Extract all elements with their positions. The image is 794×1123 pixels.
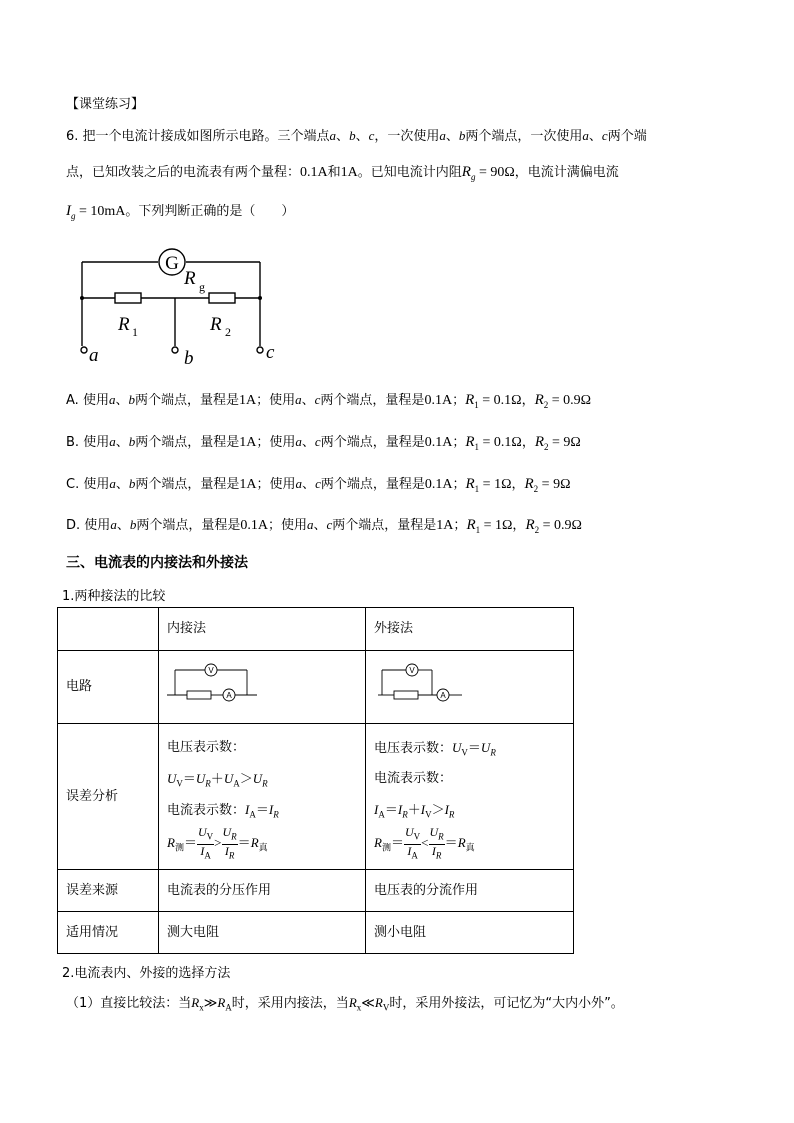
r1-symbol: $R_1$ [465, 434, 480, 452]
option-text: ， [521, 393, 535, 408]
r1-subscript: 1 [132, 325, 138, 339]
direct-comparison-paragraph: （1）直接比较法：当$R_x≫R_A$时，采用内接法，当$R_x≪R_V$时，采用外接法，可记忆为“大内小外”。 [66, 995, 624, 1013]
q6-text: 两个端 [607, 129, 647, 144]
option-text: ； [453, 518, 467, 533]
point-b: b [128, 392, 135, 407]
option-d[interactable]: D. 使用a、b两个端点，量程是0.1A；使用a、c两个端点，量程是1A；$R_1 = 1\Omega$，$R_2 = 0.9\Omega$ [66, 517, 582, 535]
r2-label: R [210, 314, 222, 335]
paragraph-text: 时，采用外接法，可记忆为“大内小外”。 [389, 996, 624, 1011]
table-row [58, 724, 574, 870]
point-a: a [295, 434, 302, 449]
q6-text: 6. 把一个电流计接成如图所示电路。三个端点 [66, 129, 330, 144]
ammeter-symbol: A [440, 691, 446, 700]
option-text: 使用 [82, 393, 109, 408]
option-text: ； [452, 477, 466, 492]
r2-symbol: $R_2$ [524, 476, 539, 494]
r1-label: R [118, 314, 130, 335]
option-text: 两个端点，量程是 [135, 435, 240, 450]
point-c: c [326, 517, 333, 532]
option-text: 两个端点，量程是 [332, 518, 437, 533]
r2-value: 9Ω [563, 435, 581, 450]
subscript-measured: 测 [381, 842, 391, 853]
option-sep: 、 [301, 393, 315, 408]
table-row [58, 608, 574, 651]
option-letter: A. [66, 393, 79, 408]
table-cell [58, 608, 159, 651]
point-c: c [601, 128, 608, 143]
option-text: ；使用 [256, 393, 296, 408]
outer-r-formula: $R_测=$ $\frac{U_V}{I_A}$ < $\frac{U_R}{I_R}$ $=R_真$ [374, 825, 475, 860]
option-a[interactable]: A. 使用a、b两个端点，量程是1A；使用a、c两个端点，量程是0.1A；$R_1 = 0.1\Omega$，$R_2 = 0.9\Omega$ [66, 392, 592, 410]
option-sep: 、 [116, 518, 130, 533]
r2-value: 0.9Ω [554, 518, 582, 533]
q6-sep: 、 [355, 129, 369, 144]
ac-range: 0.1A [424, 393, 453, 408]
ig-value: 10mA [90, 204, 126, 219]
col-inner-header: 内接法 [159, 608, 366, 651]
option-sep: 、 [115, 393, 129, 408]
r1-value: 1Ω [495, 518, 513, 533]
subscript-true: 真 [258, 842, 268, 853]
ab-range: 1A [239, 477, 257, 492]
q6-text: 。已知电流计内阻 [357, 165, 462, 180]
r2-value: 0.9Ω [563, 393, 592, 408]
q6-sep: 、 [588, 129, 602, 144]
point-a: a [295, 392, 302, 407]
option-c[interactable]: C. 使用a、b两个端点，量程是1A；使用a、c两个端点，量程是0.1A；$R_1 = 1\Omega$，$R_2 = 9\Omega$ [66, 476, 571, 494]
question-6-line-2: 点，已知改装之后的电流表有两个量程：0.1A和1A。已知电流计内阻$R_g = 90\Omega$，电流计满偏电流 [66, 164, 619, 182]
point-a: a [109, 434, 116, 449]
question-6-line-1 [66, 125, 647, 144]
outer-a-formula: $I_A=I_R+I_V>I_R$ [374, 802, 455, 820]
option-text: ， [512, 518, 526, 533]
option-letter: D. [66, 518, 81, 533]
table-row [58, 651, 574, 724]
rg-symbol: $R_g$ [461, 164, 476, 182]
outer-circuit-diagram [374, 662, 464, 704]
point-b: b [349, 128, 356, 143]
inner-r-formula: $R_测=$ $\frac{U_V}{I_A}$ > $\frac{U_R}{I_R}$ $=R_真$ [167, 825, 268, 860]
point-c: c [368, 128, 375, 143]
ac-range: 0.1A [424, 477, 453, 492]
r1-value: 0.1Ω [493, 435, 522, 450]
option-sep: 、 [115, 477, 129, 492]
point-b: b [128, 476, 136, 491]
option-letter: B. [66, 435, 80, 450]
table-row [58, 912, 574, 954]
galvanometer-label: G [165, 253, 179, 274]
comparison-table [57, 607, 574, 954]
inner-use: 测大电阻 [159, 912, 366, 954]
option-text: 两个端点，量程是 [320, 477, 425, 492]
section-3-sub1: 1.两种接法的比较 [62, 589, 166, 604]
inner-v-formula: $U_V=U_R+U_A>U_R$ [167, 771, 268, 789]
r1-symbol: $R_1$ [465, 392, 479, 410]
ac-range: 0.1A [424, 435, 453, 450]
outer-a-reading: 电流表示数： [374, 771, 453, 786]
row-circuit-label: 电路 [58, 651, 159, 724]
point-b: b [129, 517, 137, 532]
q6-text: 。下列判断正确的是（ ） [125, 204, 295, 219]
q6-text: 点，已知改装之后的电流表有两个量程： [66, 165, 301, 180]
option-text: 两个端点，量程是 [134, 393, 239, 408]
point-a: a [110, 517, 117, 532]
r1-symbol: $R_1$ [465, 476, 480, 494]
outer-use: 测小电阻 [366, 912, 574, 954]
point-a: a [329, 128, 337, 143]
inner-a-reading: 电流表示数：$I_A=I_R$ [167, 802, 279, 820]
inner-circuit-cell [159, 651, 366, 724]
range-value: 1A [340, 165, 358, 180]
option-sep: 、 [302, 477, 316, 492]
ammeter-symbol: A [226, 691, 232, 700]
point-a: a [439, 128, 446, 143]
r2-value: 9Ω [553, 477, 571, 492]
r2-symbol: $R_2$ [534, 392, 549, 410]
range-value: 0.1A [300, 165, 328, 180]
ig-symbol: $I_g$ [66, 203, 76, 221]
subscript-true: 真 [465, 842, 475, 853]
outer-source: 电压表的分流作用 [366, 870, 574, 912]
paragraph-text: 时，采用内接法，当 [231, 996, 349, 1011]
point-a: a [109, 476, 116, 491]
option-text: ， [521, 435, 535, 450]
inner-error-cell [159, 724, 366, 870]
outer-v-reading-label: 电压表示数： [374, 741, 453, 756]
point-a: a [295, 476, 303, 491]
inner-v-reading: 电压表示数： [167, 740, 246, 755]
practice-heading: 【课堂练习】 [66, 97, 145, 112]
option-text: 两个端点，量程是 [136, 518, 241, 533]
point-c: c [314, 434, 321, 449]
point-c: c [315, 476, 321, 491]
r2-symbol: $R_2$ [534, 434, 549, 452]
outer-circuit-cell [366, 651, 574, 724]
question-6-line-3: $I_g = 10mA$。下列判断正确的是（ ） [66, 203, 295, 221]
option-text: 使用 [83, 477, 110, 492]
option-text: 使用 [83, 435, 110, 450]
q6-sep: 、 [336, 129, 350, 144]
option-text: ； [452, 435, 466, 450]
r2-subscript: 2 [225, 325, 231, 339]
option-text: ；使用 [267, 518, 307, 533]
r2-symbol: $R_2$ [525, 517, 540, 535]
inner-a-reading-label: 电流表示数： [167, 803, 246, 818]
row-error-label: 误差分析 [58, 724, 159, 870]
ab-range: 0.1A [240, 518, 268, 533]
r1-value: 0.1Ω [493, 393, 522, 408]
inner-circuit-diagram [167, 662, 257, 704]
option-text: 两个端点，量程是 [135, 477, 240, 492]
option-sep: 、 [115, 435, 129, 450]
r1-value: 1Ω [494, 477, 512, 492]
q6-text: ，电流计满偏电流 [514, 165, 619, 180]
section-3-sub2: 2.电流表内、外接的选择方法 [62, 966, 231, 981]
option-sep: 、 [301, 435, 315, 450]
option-text: 两个端点，量程是 [320, 435, 425, 450]
terminal-a-label: a [89, 345, 99, 366]
circuit-diagram [70, 240, 290, 370]
point-a: a [582, 128, 589, 143]
option-letter: C. [66, 477, 80, 492]
section-3-title: 三、电流表的内接法和外接法 [66, 555, 248, 571]
q6-text: ，一次使用 [374, 129, 440, 144]
voltmeter-symbol: V [208, 666, 214, 675]
rg-subscript: g [199, 280, 205, 294]
subscript-measured: 测 [174, 842, 184, 853]
col-outer-header: 外接法 [366, 608, 574, 651]
ac-range: 1A [436, 518, 454, 533]
q6-sep: 、 [445, 129, 459, 144]
row-source-label: 误差来源 [58, 870, 159, 912]
option-b[interactable]: B. 使用a、b两个端点，量程是1A；使用a、c两个端点，量程是0.1A；$R_1 = 0.1\Omega$，$R_2 = 9\Omega$ [66, 434, 581, 452]
option-text: ； [452, 393, 466, 408]
option-sep: 、 [313, 518, 327, 533]
voltmeter-symbol: V [409, 666, 415, 675]
ab-range: 1A [239, 435, 257, 450]
terminal-b-label: b [184, 348, 194, 369]
ab-range: 1A [238, 393, 257, 408]
r1-symbol: $R_1$ [466, 517, 481, 535]
point-b: b [128, 434, 136, 449]
rg-value: 90Ω [490, 165, 515, 180]
point-b: b [458, 128, 466, 143]
paragraph-text: （1）直接比较法：当 [66, 996, 192, 1011]
row-use-label: 适用情况 [58, 912, 159, 954]
outer-v-reading: 电压表示数：$U_V=U_R$ [374, 740, 496, 758]
q6-text: 两个端点，一次使用 [465, 129, 583, 144]
inner-source: 电流表的分压作用 [159, 870, 366, 912]
point-a: a [108, 392, 116, 407]
point-c: c [314, 392, 321, 407]
point-a: a [306, 517, 314, 532]
option-text: 两个端点，量程是 [320, 393, 425, 408]
terminal-c-label: c [266, 342, 275, 363]
rg-label: R [184, 268, 196, 289]
q6-text: 和 [327, 165, 341, 180]
option-text: ；使用 [256, 477, 296, 492]
option-text: 使用 [84, 518, 111, 533]
table-row [58, 870, 574, 912]
option-text: ， [511, 477, 525, 492]
option-text: ；使用 [256, 435, 296, 450]
outer-error-cell [366, 724, 574, 870]
